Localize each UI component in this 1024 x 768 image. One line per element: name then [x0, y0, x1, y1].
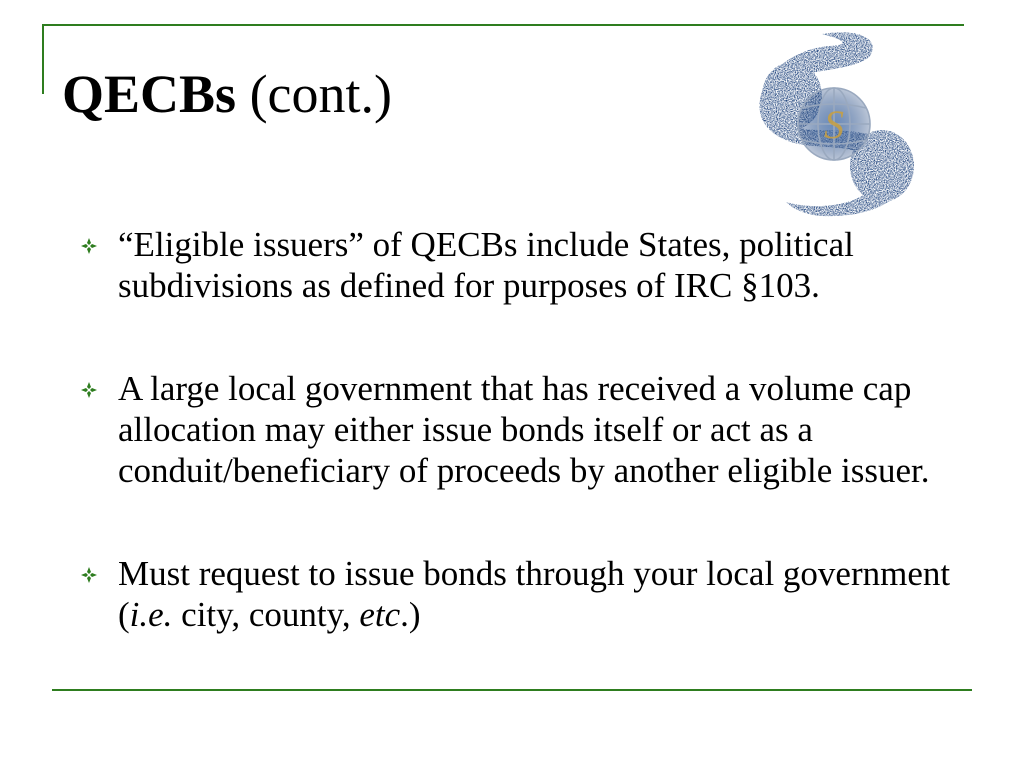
- globe-logo-icon: [752, 26, 922, 222]
- bullet-text: [118, 553, 960, 635]
- svg-text:S: S: [824, 102, 844, 147]
- slide-title: [62, 62, 392, 126]
- title-rest-text: (cont.): [236, 64, 392, 124]
- diamond-bullet-icon: [80, 566, 98, 584]
- bullet-text: “Eligible issuers” of QECBs include States, political subdivisions as defined for purposes of IRC §103.: [118, 225, 854, 305]
- bullet-text: A large local government that has received a volume cap allocation may either issue bonds itself or act as a conduit/beneficiary of proceeds by another eligible issuer.: [118, 369, 930, 490]
- left-divider-line: [42, 24, 44, 94]
- bullet-text-part: city, county,: [172, 595, 360, 634]
- bullet-text-ie: i.e.: [129, 595, 173, 634]
- bullet-item-large-local-government: [80, 368, 960, 491]
- diamond-bullet-icon: [80, 237, 98, 255]
- bullet-list: [80, 224, 960, 635]
- bullet-item-must-request: [80, 553, 960, 635]
- diamond-bullet-icon: [80, 381, 98, 399]
- bullet-text-part: .): [400, 595, 421, 634]
- bullet-item-eligible-issuers: [80, 224, 960, 306]
- bullet-text-etc: etc: [359, 595, 401, 634]
- bullet-text-part: Must request to issue bonds through your local government (: [118, 554, 951, 634]
- bottom-divider-line: [52, 689, 972, 691]
- title-bold-text: QECBs: [62, 64, 237, 124]
